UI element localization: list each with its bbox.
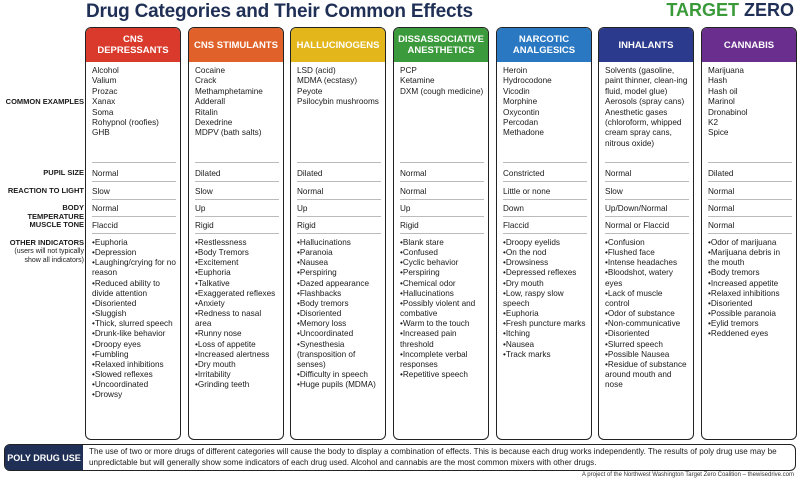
indicator-item: •Low, raspy slow speech (503, 288, 564, 308)
indicator-item: •Body tremors (708, 268, 760, 278)
column-header: CANNABIS (702, 28, 796, 62)
light-cell: Slow (92, 187, 176, 200)
indicator-item: •Itching (503, 329, 530, 339)
column-0 (85, 27, 181, 440)
indicator-item: •Lack of muscle control (605, 288, 663, 308)
indicators-cell (400, 238, 484, 380)
row-label-temp: BODY TEMPERATURE (27, 203, 84, 221)
indicator-item: •Non-communicative (605, 319, 681, 329)
temp-cell: Normal (92, 204, 176, 217)
indicator-item: •Uncoordinated (92, 380, 149, 390)
indicator-item: •Relaxed inhibitions (92, 359, 164, 369)
pupil-cell: Dilated (195, 169, 279, 182)
indicator-item: •Euphoria (195, 268, 231, 278)
temp-cell: Up (297, 204, 381, 217)
indicator-item: •Possible paranoia (708, 309, 776, 319)
muscle-cell: Rigid (297, 221, 381, 234)
indicator-item: •Droopy eyelids (503, 238, 561, 247)
brand-part1: TARGET (666, 0, 744, 20)
indicator-item: •Talkative (195, 278, 230, 288)
muscle-cell: Normal (708, 221, 792, 234)
column-header: NARCOTIC ANALGESICS (497, 28, 591, 62)
pupil-cell: Normal (400, 169, 484, 182)
indicator-item: •Thick, slurred speech (92, 319, 173, 329)
indicator-item: •Eylid tremors (708, 319, 759, 329)
indicator-item: •Disoriented (92, 298, 137, 308)
indicator-item: •Irritability (195, 370, 231, 380)
light-cell: Little or none (503, 187, 587, 200)
light-cell: Normal (297, 187, 381, 200)
indicator-item: •Cyclic behavior (400, 258, 459, 268)
indicator-item: •Paranoia (297, 248, 333, 258)
row-label-examples: COMMON EXAMPLES (5, 97, 84, 106)
page-title: Drug Categories and Their Common Effects (86, 1, 473, 22)
indicator-item: •Intense headaches (605, 258, 678, 268)
indicator-item: •Nausea (297, 258, 329, 268)
column-1 (188, 27, 284, 440)
temp-cell: Down (503, 204, 587, 217)
pupil-cell: Dilated (297, 169, 381, 182)
indicator-item: •Bloodshot, watery eyes (605, 268, 673, 288)
indicator-item: •Slowed reflexes (92, 370, 153, 380)
light-cell: Normal (400, 187, 484, 200)
row-label-indicators-title: OTHER INDICATORS (9, 238, 84, 247)
muscle-cell: Rigid (400, 221, 484, 234)
indicator-item: •Confusion (605, 238, 645, 247)
temp-cell: Up/Down/Normal (605, 204, 689, 217)
column-header: INHALANTS (599, 28, 693, 62)
indicator-item: •Warm to the touch (400, 319, 470, 329)
row-label-pupil: PUPIL SIZE (43, 168, 84, 177)
indicator-item: •Redness to nasal area (195, 309, 262, 329)
indicator-item: •On the nod (503, 248, 547, 258)
indicator-item: •Odor of substance (605, 309, 675, 319)
indicators-cell (605, 238, 689, 390)
indicator-item: •Body tremors (297, 298, 349, 308)
row-labels (4, 0, 84, 440)
indicator-item: •Reduced ability to divide attention (92, 278, 160, 298)
indicator-item: •Sluggish (92, 309, 127, 319)
pupil-cell: Normal (92, 169, 176, 182)
temp-cell: Up (195, 204, 279, 217)
indicator-item: •Perspiring (400, 268, 440, 278)
indicator-item: •Synesthesia (transposition of senses) (297, 339, 356, 369)
indicator-item: •Fresh puncture marks (503, 319, 586, 329)
muscle-cell: Normal or Flaccid (605, 221, 689, 234)
indicator-item: •Euphoria (503, 309, 539, 319)
indicator-item: •Blank stare (400, 238, 444, 247)
examples-cell: PCP Ketamine DXM (cough medicine) (400, 66, 484, 163)
indicator-item: •Possible Nausea (605, 349, 670, 359)
examples-cell: Solvents (gasoline, paint thinner, clean-ing fluid, model glue) Aerosols (spray cans) Anesthetic gases (chloroform, whipped cream spray cans, nitrous oxide) (605, 66, 689, 163)
muscle-cell: Flaccid (92, 221, 176, 234)
indicator-item: •Excitement (195, 258, 239, 268)
indicator-item: •Perspiring (297, 268, 337, 278)
row-label-muscle: MUSCLE TONE (29, 220, 84, 229)
examples-cell: Cocaine Crack Methamphetamine Adderall Ritalin Dexedrine MDPV (bath salts) (195, 66, 279, 163)
indicator-item: •Dry mouth (503, 278, 544, 288)
indicators-cell (503, 238, 587, 360)
footer-credit: A project of the Northwest Washington Target Zero Coalition – thewisedrive.com (581, 472, 794, 478)
column-3 (393, 27, 489, 440)
indicator-item: •Increased appetite (708, 278, 779, 288)
indicator-item: •Euphoria (92, 238, 128, 247)
row-label-light: REACTION TO LIGHT (7, 186, 84, 195)
row-label-indicators (4, 238, 84, 265)
pupil-cell: Constricted (503, 169, 587, 182)
examples-cell: Alcohol Valium Prozac Xanax Soma Rohypnol (roofies) GHB (92, 66, 176, 163)
indicator-item: •Dazed appearance (297, 278, 370, 288)
indicator-item: •Disoriented (297, 309, 342, 319)
indicator-item: •Body Tremors (195, 248, 249, 258)
indicator-item: •Flushed face (605, 248, 655, 258)
indicator-item: •Drunk-like behavior (92, 329, 166, 339)
indicators-cell (92, 238, 176, 401)
light-cell: Slow (195, 187, 279, 200)
indicator-item: •Fumbling (92, 349, 129, 359)
indicator-item: •Anxiety (195, 298, 225, 308)
indicator-item: •Memory loss (297, 319, 347, 329)
column-4 (496, 27, 592, 440)
column-header: DISSASSOCIATIVE ANESTHETICS (394, 28, 488, 62)
indicator-item: •Hallucinations (297, 238, 351, 247)
indicator-item: •Track marks (503, 349, 551, 359)
pupil-cell: Dilated (708, 169, 792, 182)
examples-cell: Heroin Hydrocodone Vicodin Morphine Oxycontin Percodan Methadone (503, 66, 587, 163)
indicator-item: •Chemical odor (400, 278, 456, 288)
brand-part2: ZERO (743, 0, 794, 20)
indicator-item: •Reddened eyes (708, 329, 769, 339)
indicator-item: •Depression (92, 248, 137, 258)
indicator-item: •Increased pain threshold (400, 329, 457, 349)
examples-cell: LSD (acid) MDMA (ecstasy) Peyote Psilocybin mushrooms (297, 66, 381, 163)
indicator-item: •Increased alertness (195, 349, 270, 359)
indicators-cell (195, 238, 279, 390)
column-5 (598, 27, 694, 440)
muscle-cell: Rigid (195, 221, 279, 234)
indicator-item: •Relaxed inhibitions (708, 288, 780, 298)
muscle-cell: Flaccid (503, 221, 587, 234)
column-6 (701, 27, 797, 440)
light-cell: Normal (708, 187, 792, 200)
examples-cell: Marijuana Hash Hash oil Marinol Dronabinol K2 Spice (708, 66, 792, 163)
indicator-item: •Hallucinations (400, 288, 454, 298)
indicator-item: •Possibly violent and combative (400, 298, 476, 319)
indicator-item: •Restlessness (195, 238, 247, 247)
poly-drug-text: The use of two or more drugs of different categories will cause the body to display a combination of effects. This is because each drug works independently. The results of poly drug use may be unpredictable but will generally show some indicators of each drug used. Alcohol and cannabis are the most common mixers with other drugs. (89, 447, 777, 467)
indicator-item: •Difficulty in speech (297, 370, 368, 380)
poly-drug-label: POLY DRUG USE (5, 445, 83, 470)
column-header: HALLUCINOGENS (291, 28, 385, 62)
poly-drug-box (4, 444, 796, 471)
indicator-item: •Residue of substance around mouth and nose (605, 359, 687, 390)
indicator-item: •Slurred speech (605, 339, 663, 349)
indicator-item: •Disoriented (708, 298, 753, 308)
indicator-item: •Marijuana debris in the mouth (708, 248, 781, 268)
indicator-item: •Confused (400, 248, 438, 258)
indicator-item: •Laughing/crying for no reason (92, 258, 176, 278)
indicator-item: •Depressed reflexes (503, 268, 577, 278)
light-cell: Slow (605, 187, 689, 200)
indicator-item: •Odor of marijuana (708, 238, 777, 247)
indicator-item: •Dry mouth (195, 359, 236, 369)
indicator-item: •Nausea (503, 339, 535, 349)
temp-cell: Normal (708, 204, 792, 217)
indicator-item: •Flashbacks (297, 288, 342, 298)
indicator-item: •Drowsy (92, 390, 123, 400)
indicator-item: •Grinding teeth (195, 380, 250, 390)
temp-cell: Up (400, 204, 484, 217)
indicator-item: •Incomplete verbal responses (400, 349, 468, 369)
brand-logo (666, 0, 794, 21)
indicator-item: •Uncoordinated (297, 329, 354, 339)
indicator-item: •Runny nose (195, 329, 242, 339)
indicator-item: •Repetitive speech (400, 370, 468, 380)
indicator-item: •Exaggerated reflexes (195, 288, 276, 298)
column-2 (290, 27, 386, 440)
indicator-item: •Drowsiness (503, 258, 549, 268)
indicator-item: •Huge pupils (MDMA) (297, 380, 376, 390)
row-label-indicators-sub: (users will not typically show all indicators) (14, 248, 84, 264)
indicator-item: •Loss of appetite (195, 339, 256, 349)
column-header: CNS STIMULANTS (189, 28, 283, 62)
indicators-cell (708, 238, 792, 340)
indicator-item: •Disoriented (605, 329, 650, 339)
indicator-item: •Droopy eyes (92, 339, 141, 349)
column-header: CNS DEPRESSANTS (86, 28, 180, 62)
indicators-cell (297, 238, 381, 390)
pupil-cell: Normal (605, 169, 689, 182)
